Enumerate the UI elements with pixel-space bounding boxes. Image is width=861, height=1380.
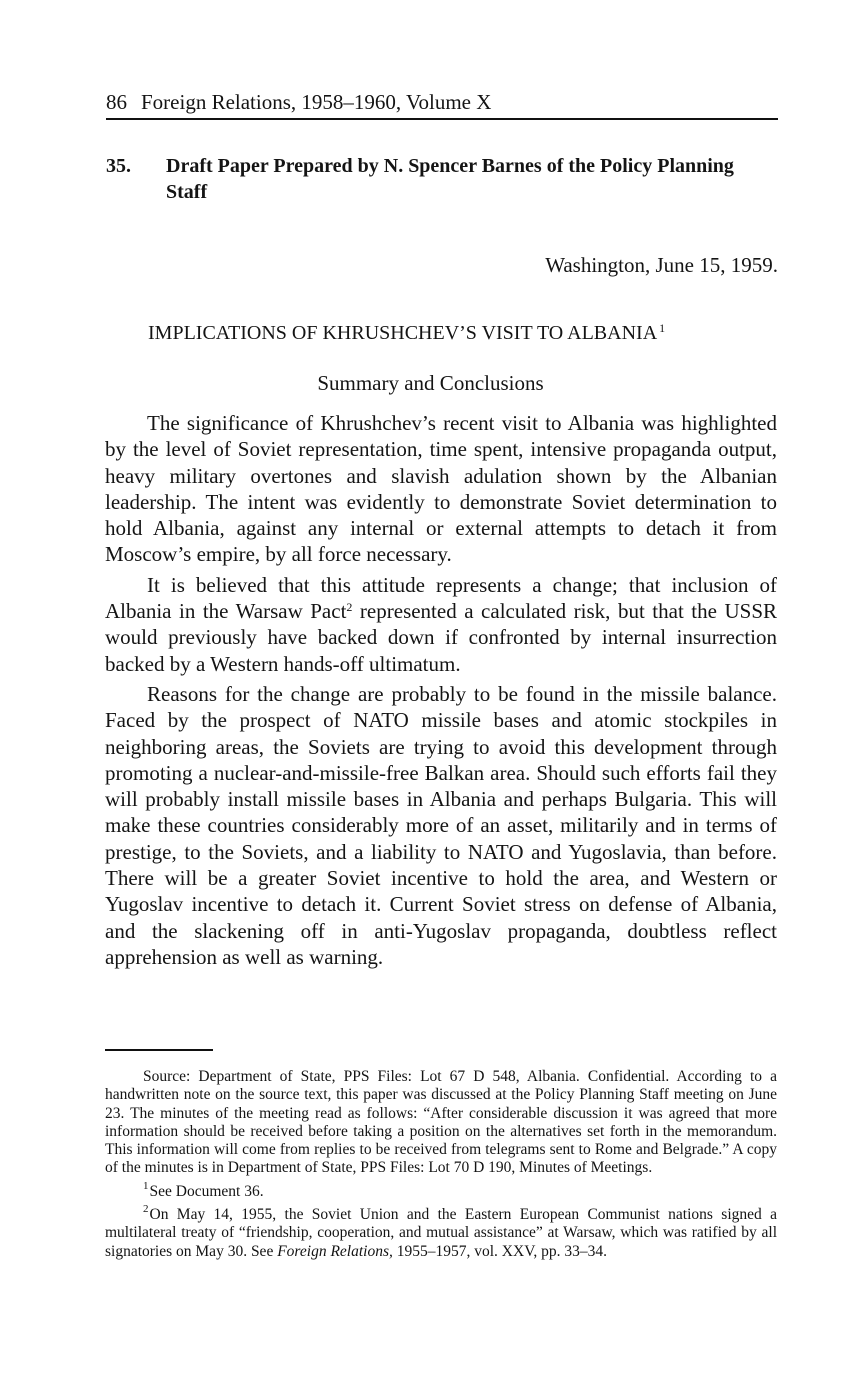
footnote-2-mark: 2: [143, 1203, 149, 1216]
paragraph-2-text-b: represented a calculated risk, but that the USSR would previously have backed down if confronted by internal insurrection backed by a Western hands-off ultimatum.: [105, 599, 778, 676]
footnote-2-italic: Foreign Relations,: [277, 1242, 393, 1260]
footnote-source: Source: Department of State, PPS Files: Lot 67 D 548, Albania. Confidential. According to a handwritten note on the source text, this paper was discussed at the Policy Planning Staff meeting on June 23. The minutes of the meeting read as follows: “After considerable discussion it was agreed that more information should be received before taking a position on the alternatives set forth in the memorandum. This information will come from replies to be received from telegrams sent to Rome and Belgrade.” A copy of the minutes is in Department of State, PPS Files: Lot 70 D 190, Minutes of Meetings.: [105, 1068, 777, 1177]
page-number: 86: [106, 90, 127, 114]
footnote-2: [105, 1203, 777, 1261]
subheading: Summary and Conclusions: [317, 371, 544, 395]
footnote-1-text: See Document 36.: [149, 1182, 264, 1200]
footnote-2-text-b: 1955–1957, vol. XXV, pp. 33–34.: [392, 1242, 608, 1260]
document-number: 35.: [106, 155, 131, 177]
header-rule: [106, 118, 778, 120]
footnote-2-text-a: On May 14, 1955, the Soviet Union and the Eastern European Communist nations signed a multilateral treaty of “friendship, cooperation, and mutual assistance” at Warsaw, which was ratified by all signatories on May 30. See: [105, 1206, 777, 1260]
footnote-ref-1: 1: [659, 321, 666, 335]
paragraph-2: [105, 572, 777, 677]
footnote-1-mark: 1: [143, 1179, 149, 1192]
running-header: [106, 88, 778, 116]
section-title-text: IMPLICATIONS OF KHRUSHCHEV’S VISIT TO ALBANIA: [148, 322, 658, 344]
paragraph-3: Reasons for the change are probably to be found in the missile balance. Faced by the prospect of NATO missile bases and atomic stockpiles in neighboring areas, the Soviets are trying to avoid this development through promoting a nuclear-and-missile-free Balkan area. Should such efforts fail they will probably install missile bases in Albania and perhaps Bulgaria. This will make these countries considerably more of an asset, militarily and in terms of prestige, to the Soviets, and a liability to NATO and Yugoslavia, than before. There will be a greater Soviet incentive to hold the area, and Western or Yugoslav incentive to detach it. Current Soviet stress on defense of Albania, and the slackening off in anti-Yugoslav propaganda, doubtless reflect apprehension as well as warning.: [105, 681, 777, 969]
footnote-rule: [105, 1049, 213, 1051]
body-text: [105, 410, 777, 974]
footnotes: [105, 1068, 777, 1266]
place-date: Washington, June 15, 1959.: [545, 253, 778, 277]
paragraph-1: The significance of Khrushchev’s recent visit to Albania was highlighted by the level of Soviet representation, time spent, intensive propaganda output, heavy military overtones and slavish adulation shown by the Albanian leadership. The intent was evidently to demonstrate Soviet determination to hold Albania, against any internal or external attempts to detach it from Moscow’s empire, by all force necessary.: [105, 411, 777, 567]
running-title: Foreign Relations, 1958–1960, Volume X: [141, 90, 492, 114]
footnote-ref-2: 2: [346, 600, 353, 615]
footnote-1: [105, 1179, 777, 1201]
section-title: [148, 314, 665, 347]
paragraph-2-text-a: It is believed that this attitude represents a change; that inclusion of Albania in the Warsaw Pact: [105, 572, 777, 624]
document-title: Draft Paper Prepared by N. Spencer Barnes of the Policy Planning Staff: [166, 155, 734, 203]
